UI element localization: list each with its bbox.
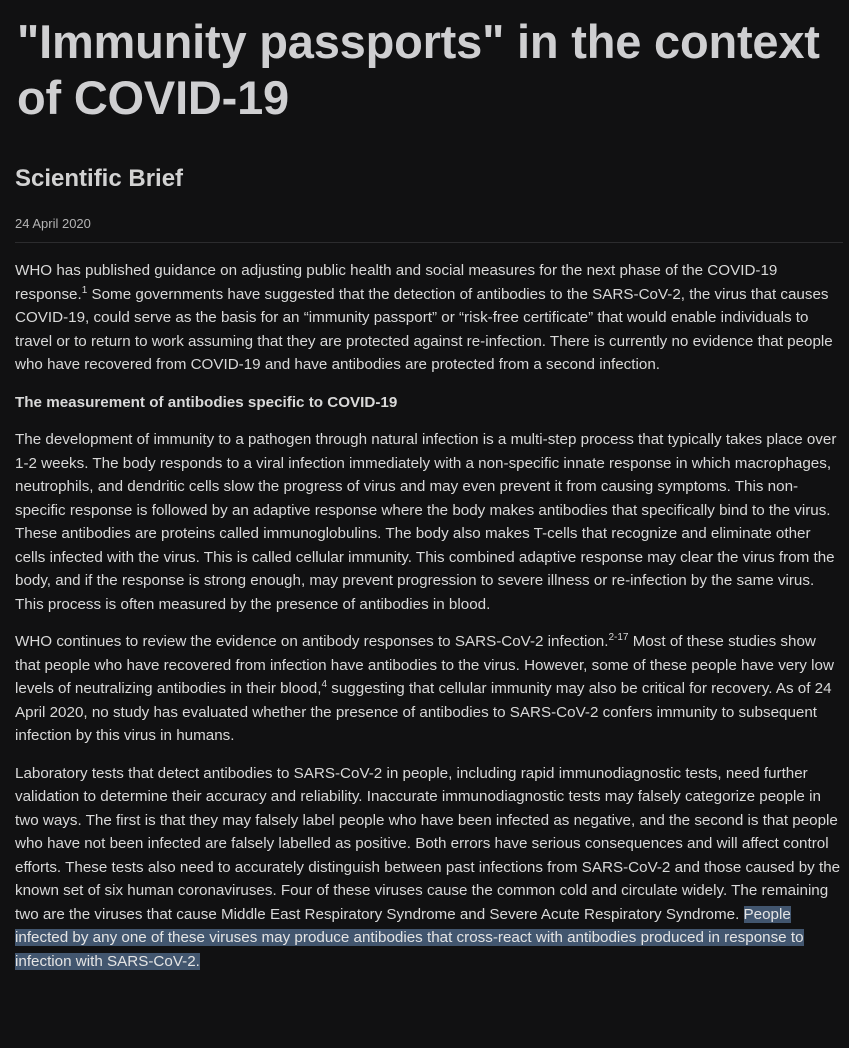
- page-title: "Immunity passports" in the context of COVID-19: [17, 15, 820, 124]
- section-heading: The measurement of antibodies specific to COVID-19: [15, 393, 398, 411]
- footnote-ref[interactable]: 2-17: [608, 632, 629, 643]
- paragraph-laboratory-tests: Laboratory tests that detect antibodies to SARS-CoV-2 in people, including rapid immunodiagnostic tests, need further validation to determine their accuracy and reliability. Inaccurate immunodiagnostic tests may falsely categorize people in two ways. The first is that they may falsely label people who have been infected as negative, and the second is that people who have not been infected are falsely labelled as positive. Both errors have serious consequences and will affect control efforts. These tests also need to accurately distinguish between past infections from SARS-CoV-2 and those caused by the known set of six human coronaviruses. Four of these viruses cause the common cold and circulate widely. The remaining two are the viruses that cause Middle East Respiratory Syndrome and Severe Acute Respiratory Syndrome. People infected by any one of these viruses may produce antibodies that cross-react with antibodies produced in response to infection with SARS-CoV-2.: [15, 764, 841, 970]
- paragraph-evidence: WHO continues to review the evidence on antibody responses to SARS-CoV-2 infection.$^{2-17}$ Most of these studies show that people who have recovered from infection have antibodies to the virus. However, some of these people have very low levels of neutralizing antibodies in their blood,$^4$ suggesting that cellular immunity may also be critical for recovery. As of 24 April 2020, no study has evaluated whether the presence of antibodies to SARS-CoV-2 confers immunity to subsequent infection by this virus in humans.: [15, 632, 834, 744]
- footnote-ref[interactable]: 1: [81, 284, 88, 296]
- article-body: [15, 259, 845, 987]
- selected-text[interactable]: People infected by any one of these viruses may produce antibodies that cross-react with antibodies produced in response to infection with SARS-CoV-2.: [15, 905, 804, 970]
- divider: [15, 242, 843, 243]
- paragraph-intro: WHO has published guidance on adjusting public health and social measures for the next phase of the COVID-19 response.$^1$ Some governments have suggested that the detection of antibodies to the SARS-CoV-2, the virus that causes COVID-19, could serve as the basis for an “immunity passport” or “risk-free certificate” that would enable individuals to travel or to return to work assuming that they are protected against re-infection. There is currently no evidence that people who have recovered from COVID-19 and have antibodies are protected from a second infection.: [15, 262, 833, 373]
- page-subtitle: Scientific Brief: [15, 165, 184, 192]
- footnote-ref[interactable]: 4: [321, 679, 328, 690]
- publication-date: 24 April 2020: [15, 216, 91, 231]
- paragraph-immunity: The development of immunity to a pathogen through natural infection is a multi-step process that typically takes place over 1-2 weeks. The body responds to a viral infection immediately with a non-specific innate response in which macrophages, neutrophils, and dendritic cells slow the progress of virus and may even prevent it from causing symptoms. This non-specific response is followed by an adaptive response where the body makes antibodies that specifically bind to the virus. These antibodies are proteins called immunoglobulins. The body also makes T-cells that recognize and eliminate other cells infected with the virus. This is called cellular immunity. This combined adaptive response may clear the virus from the body, and if the response is strong enough, may prevent progression to severe illness or re-infection by the same virus. This process is often measured by the presence of antibodies in blood.: [15, 431, 837, 613]
